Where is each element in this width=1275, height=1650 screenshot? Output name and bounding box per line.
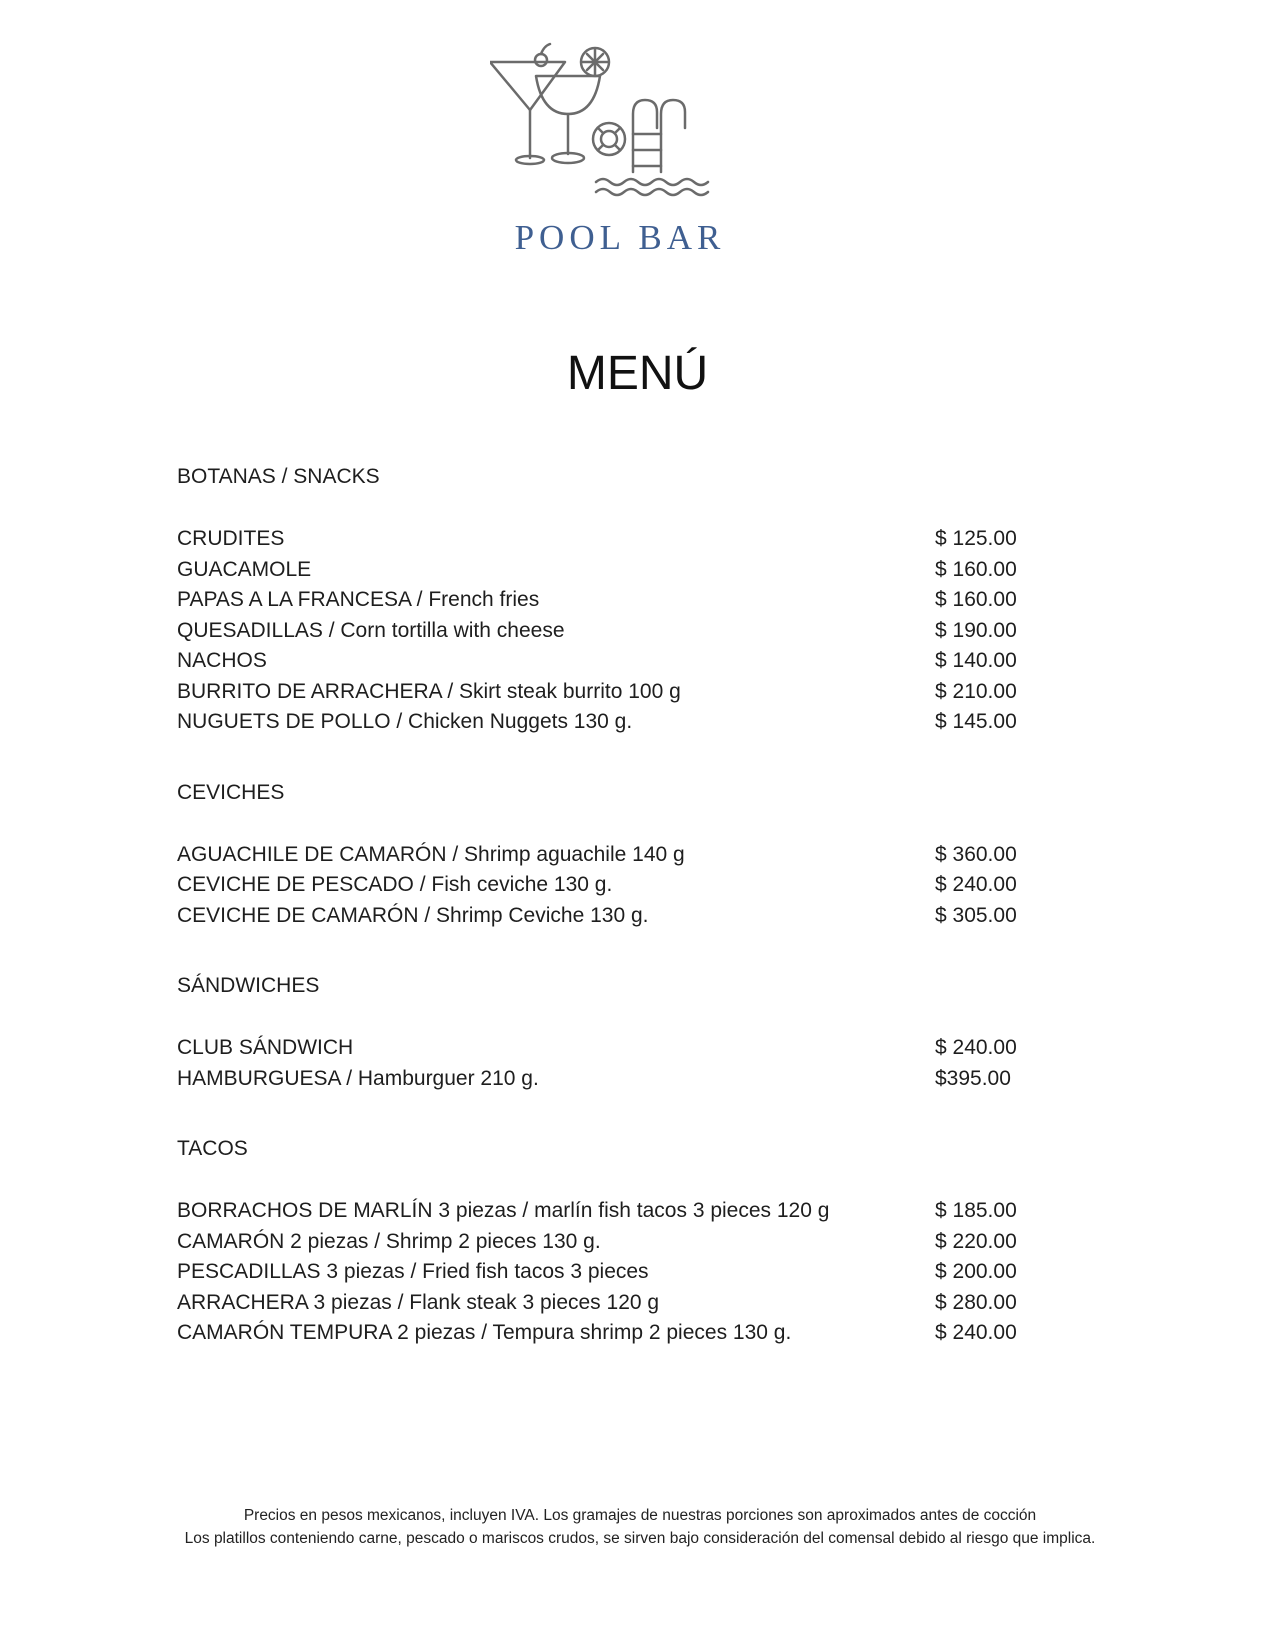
cocktail-pool-icon xyxy=(490,42,750,212)
menu-item xyxy=(177,901,1027,932)
menu-item-list xyxy=(177,524,1027,738)
pool-bar-logo xyxy=(490,42,750,262)
menu-item xyxy=(177,524,1027,555)
section-title: TACOS xyxy=(177,1137,248,1160)
menu-item xyxy=(177,1288,1027,1319)
menu-item-name: CEVICHE DE PESCADO / Fish ceviche 130 g. xyxy=(177,873,613,896)
menu-item xyxy=(177,1196,1027,1227)
menu-item-price: $ 240.00 xyxy=(935,1036,1017,1059)
footer-line: Precios en pesos mexicanos, incluyen IVA. Los gramajes de nuestras porciones son aproximados antes de cocción xyxy=(243,1507,1037,1524)
menu-item xyxy=(177,1033,1027,1064)
menu-item-price: $ 185.00 xyxy=(935,1199,1017,1222)
menu-item-name: HAMBURGUESA / Hamburguer 210 g. xyxy=(177,1066,539,1090)
menu-item-name: CAMARÓN 2 piezas / Shrimp 2 pieces 130 g. xyxy=(177,1229,601,1253)
menu-item-price: $ 210.00 xyxy=(935,679,1017,703)
menu-item xyxy=(177,616,1027,647)
menu-item-price: $ 305.00 xyxy=(935,903,1017,927)
menu-section xyxy=(177,778,1027,932)
menu-item xyxy=(177,585,1027,616)
menu-section xyxy=(177,971,1027,1094)
menu-item xyxy=(177,840,1027,871)
section-title: SÁNDWICHES xyxy=(177,974,320,997)
menu-item-name: QUESADILLAS / Corn tortilla with cheese xyxy=(177,618,565,642)
menu-item-name: BORRACHOS DE MARLÍN 3 piezas / marlín fish tacos 3 pieces 120 g xyxy=(177,1199,830,1222)
menu-item xyxy=(177,1227,1027,1258)
menu-item xyxy=(177,1064,1027,1095)
logo-text: POOL BAR xyxy=(514,218,726,257)
menu-item-price: $ 160.00 xyxy=(935,557,1017,581)
menu-item-price: $ 280.00 xyxy=(935,1290,1017,1314)
menu-item-name: GUACAMOLE xyxy=(177,557,312,581)
menu-section xyxy=(177,1134,1027,1349)
section-title: CEVICHES xyxy=(177,780,285,804)
menu-item-name: CAMARÓN TEMPURA 2 piezas / Tempura shrimp 2 pieces 130 g. xyxy=(177,1321,792,1344)
menu-item-list xyxy=(177,1033,1027,1094)
menu-item-name: ARRACHERA 3 piezas / Flank steak 3 pieces 120 g xyxy=(177,1290,660,1314)
menu-item-price: $ 160.00 xyxy=(935,588,1017,611)
menu-item xyxy=(177,707,1027,738)
section-title: BOTANAS / SNACKS xyxy=(177,465,380,488)
menu-item xyxy=(177,870,1027,901)
menu-item-list xyxy=(177,840,1027,932)
menu-item-price: $395.00 xyxy=(935,1066,1011,1090)
menu-item-name: PAPAS A LA FRANCESA / French fries xyxy=(177,588,540,611)
menu-item xyxy=(177,677,1027,708)
menu-item-price: $ 190.00 xyxy=(935,618,1017,642)
menu-section xyxy=(177,462,1027,738)
menu-item-name: CEVICHE DE CAMARÓN / Shrimp Ceviche 130 g. xyxy=(177,903,649,927)
menu-item-price: $ 220.00 xyxy=(935,1229,1017,1253)
menu-item xyxy=(177,1257,1027,1288)
menu-item-price: $ 240.00 xyxy=(935,873,1017,896)
menu-item-name: PESCADILLAS 3 piezas / Fried fish tacos 3 pieces xyxy=(177,1260,649,1283)
menu-item-name: BURRITO DE ARRACHERA / Skirt steak burrito 100 g xyxy=(177,679,681,703)
menu-item-price: $ 125.00 xyxy=(935,527,1017,550)
menu-item-name: NACHOS xyxy=(177,649,267,672)
menu-item-price: $ 140.00 xyxy=(935,649,1017,672)
menu-item-price: $ 360.00 xyxy=(935,842,1017,866)
menu-item-name: CRUDITES xyxy=(177,527,285,550)
menu-item-price: $ 200.00 xyxy=(935,1260,1017,1283)
menu-item-price: $ 240.00 xyxy=(935,1321,1017,1344)
menu-item xyxy=(177,1318,1027,1349)
menu-item xyxy=(177,555,1027,586)
footer-disclaimer xyxy=(160,1504,1120,1550)
menu-item xyxy=(177,646,1027,677)
menu-item-price: $ 145.00 xyxy=(935,710,1017,733)
menu-item-name: AGUACHILE DE CAMARÓN / Shrimp aguachile 140 g xyxy=(177,842,685,866)
menu-item-name: CLUB SÁNDWICH xyxy=(177,1036,354,1059)
menu-item-name: NUGUETS DE POLLO / Chicken Nuggets 130 g. xyxy=(177,710,633,733)
menu-title: MENÚ xyxy=(566,347,709,400)
menu-item-list xyxy=(177,1196,1027,1349)
footer-line: Los platillos conteniendo carne, pescado o mariscos crudos, se sirven bajo consideración del comensal debido al riesgo que implica. xyxy=(184,1530,1096,1547)
menu-content xyxy=(177,462,1027,1389)
